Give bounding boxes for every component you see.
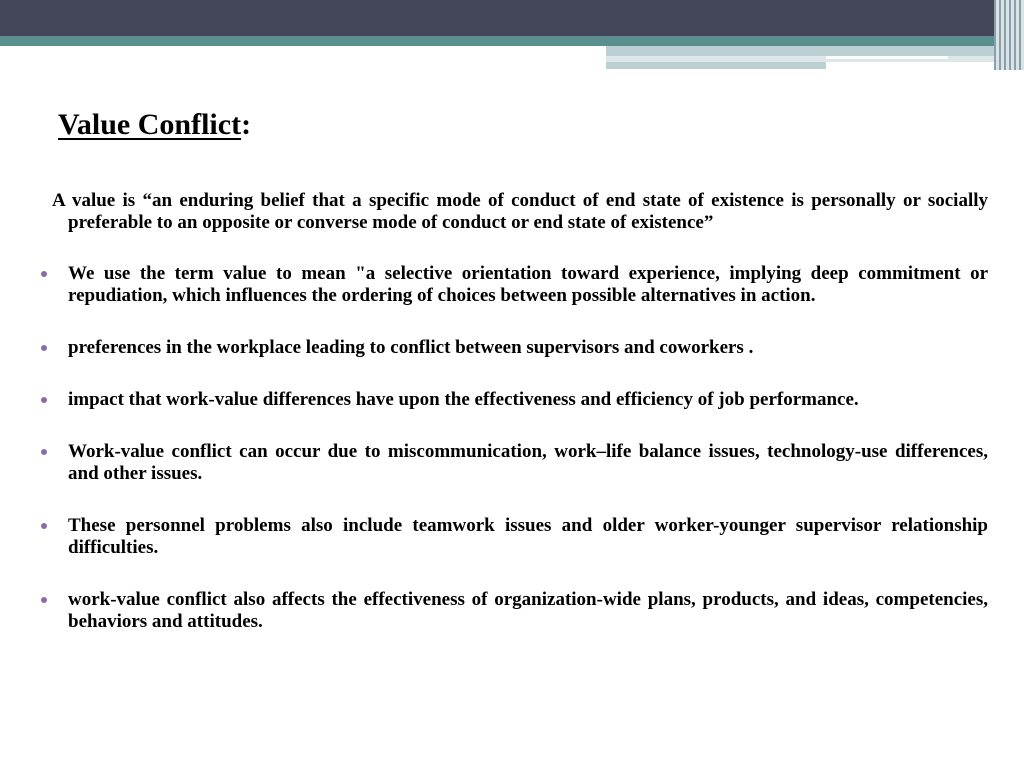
bullet-list: [52, 263, 988, 633]
bullet-text: impact that work-value differences have upon the effectiveness and efficiency of job performance.: [68, 389, 859, 410]
slide-title-colon: :: [241, 108, 252, 141]
bullet-item: [52, 389, 988, 411]
header-band-teal: [0, 36, 1024, 46]
bullet-text: preferences in the workplace leading to conflict between supervisors and coworkers .: [68, 337, 754, 358]
bullet-dot-icon: [41, 449, 47, 455]
bullet-dot-icon: [41, 345, 47, 351]
bullet-item: [52, 515, 988, 559]
header-band-light-short: [606, 62, 826, 69]
bullet-text: Work-value conflict can occur due to miscommunication, work–life balance issues, technology-use differences, and other issues.: [68, 441, 988, 484]
bullet-dot-icon: [41, 597, 47, 603]
bullet-dot-icon: [41, 271, 47, 277]
bullet-dot-icon: [41, 397, 47, 403]
bullet-text: work-value conflict also affects the effectiveness of organization-wide plans, products, and ideas, competencies, behaviors and attitudes.: [68, 589, 988, 632]
bullet-dot-icon: [41, 523, 47, 529]
slide-body: [52, 190, 988, 663]
header-band-dark: [0, 0, 1024, 36]
bullet-item: [52, 589, 988, 633]
slide-title: [58, 108, 251, 142]
slide-title-text: Value Conflict: [58, 108, 242, 141]
bullet-item: [52, 263, 988, 307]
header-band-light: [606, 46, 1024, 56]
header-stripes: [994, 0, 1024, 70]
bullet-text: These personnel problems also include teamwork issues and older worker-younger supervisor relationship difficulties.: [68, 515, 988, 558]
header-thin-line: [826, 56, 948, 59]
intro-paragraph: A value is “an enduring belief that a specific mode of conduct of end state of existence is personally or socially preferable to an opposite or converse mode of conduct or end state of existence”: [52, 190, 988, 233]
bullet-item: [52, 441, 988, 485]
bullet-text: We use the term value to mean "a selective orientation toward experience, implying deep commitment or repudiation, which influences the ordering of choices between possible alternatives in action.: [68, 263, 988, 306]
bullet-item: [52, 337, 988, 359]
